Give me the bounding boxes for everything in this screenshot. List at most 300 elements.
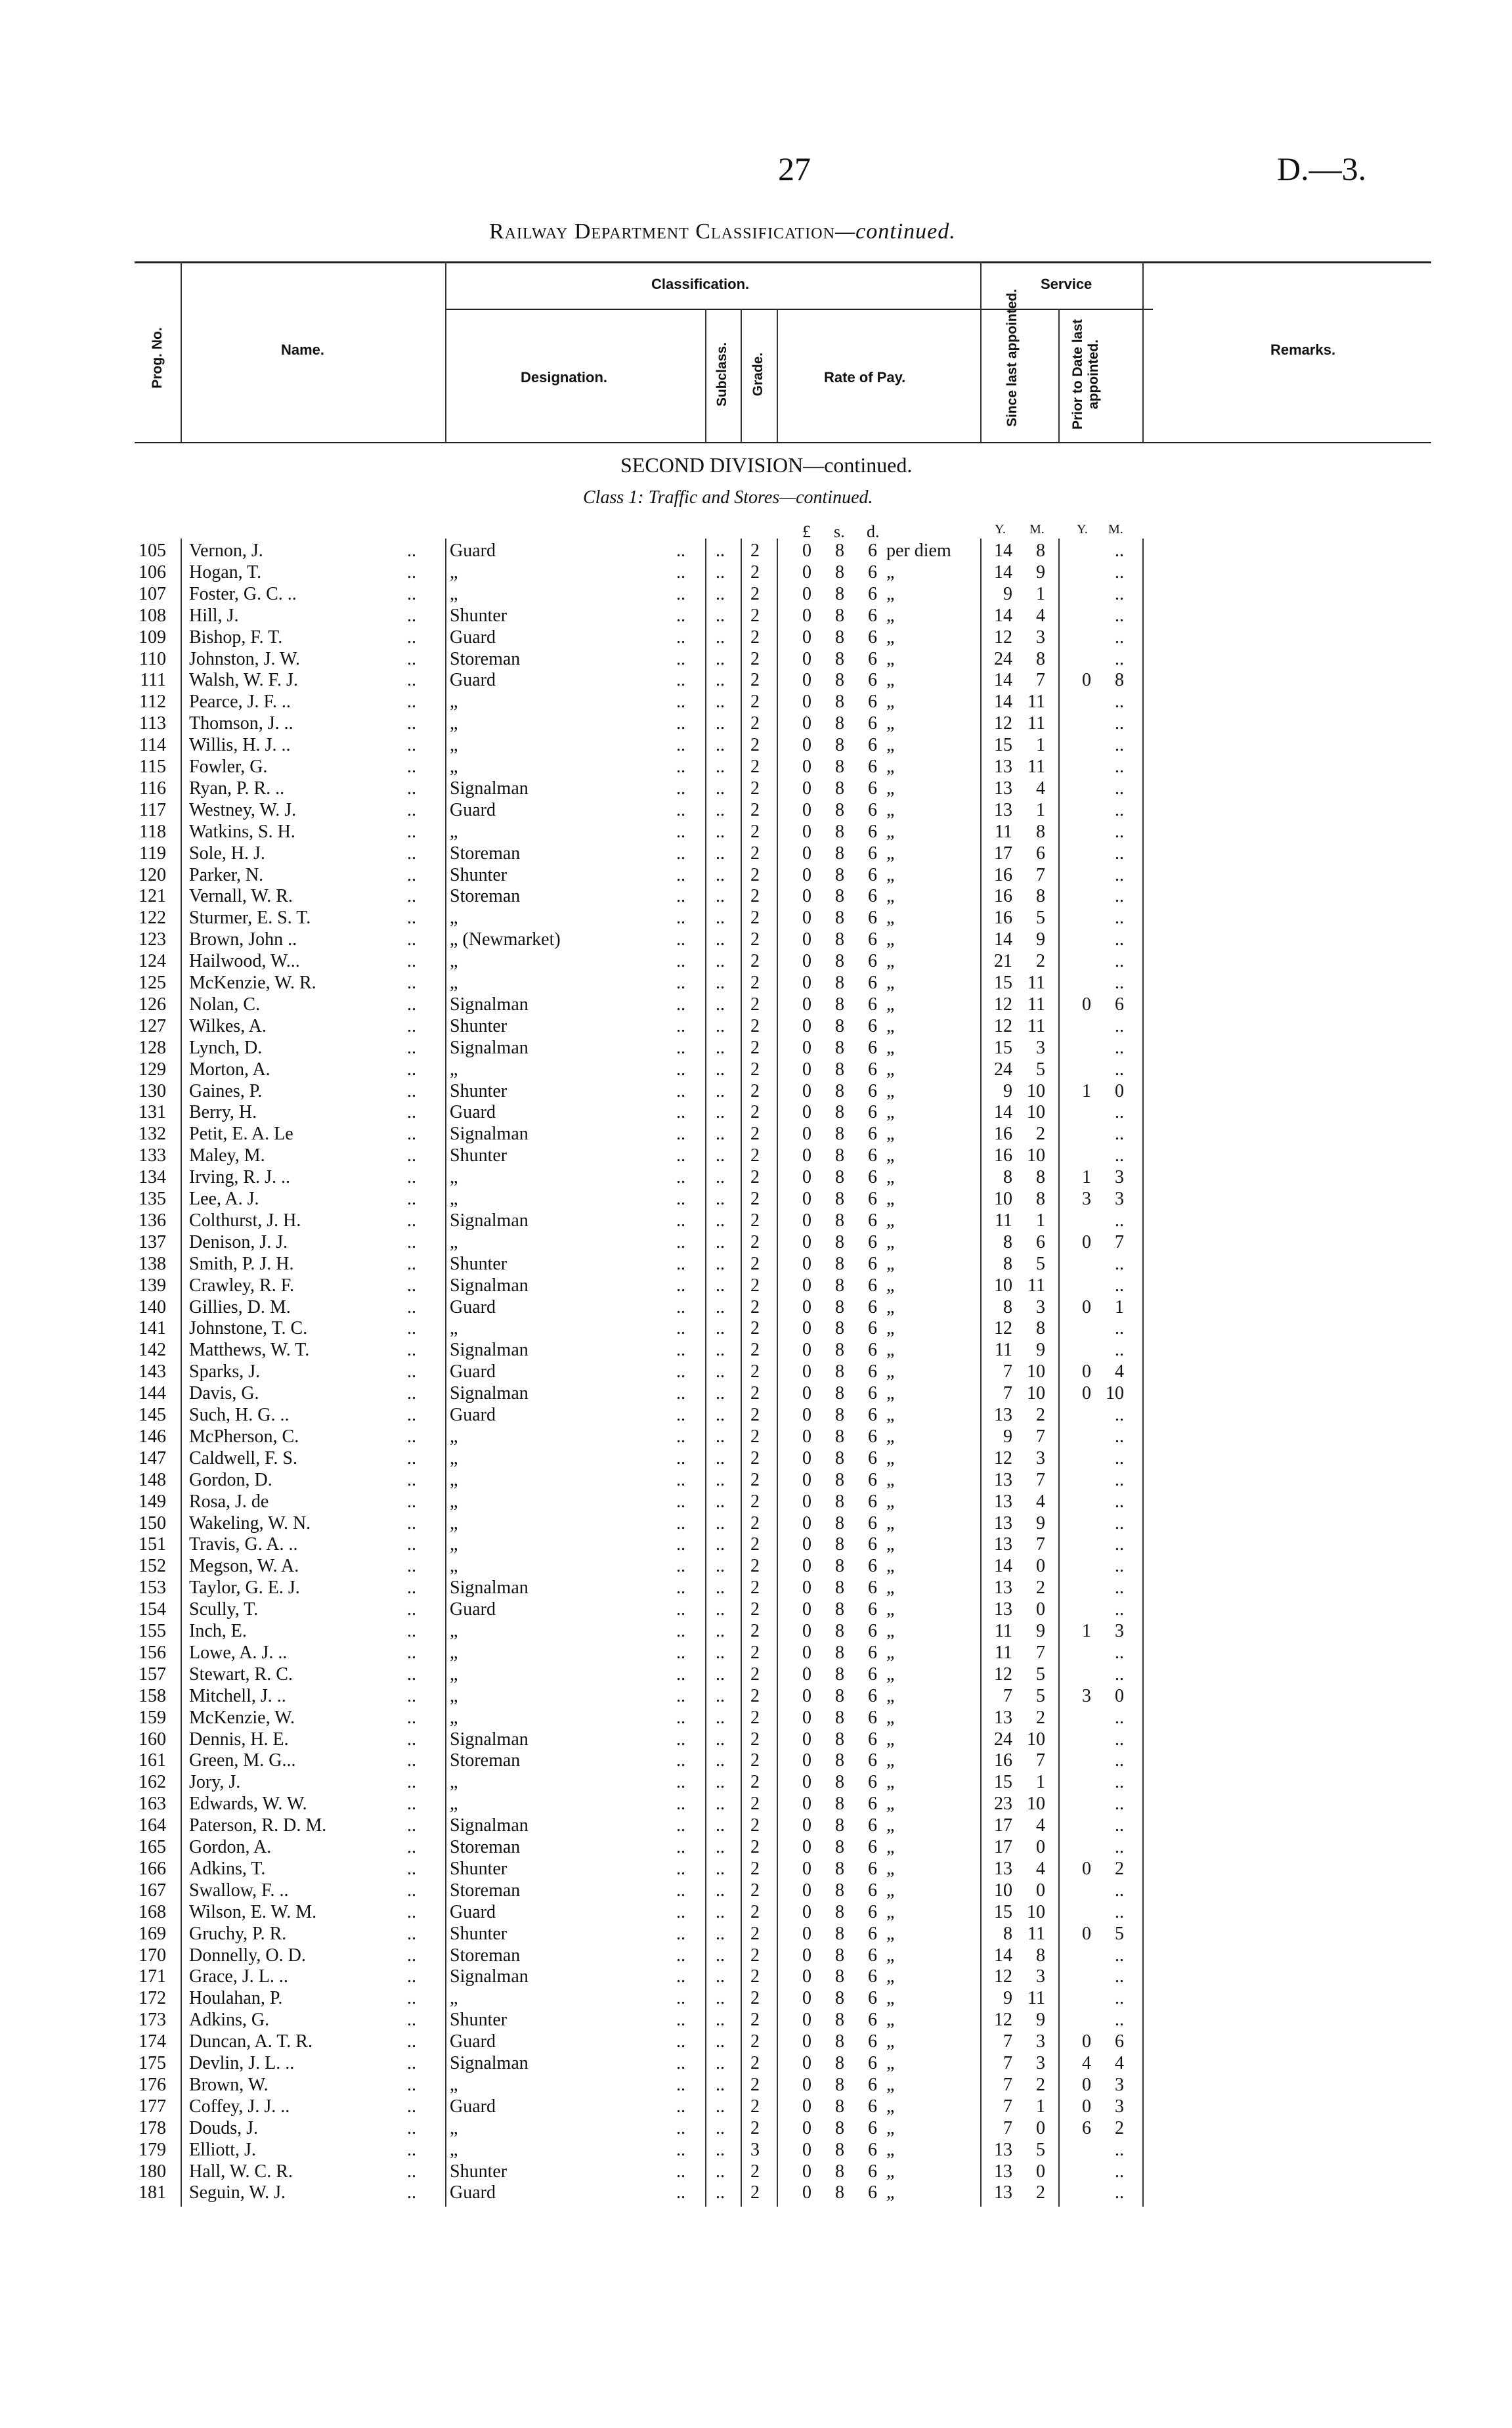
leader-dots: .. [716,821,725,842]
rate-pounds: 0 [802,1664,811,1685]
leader-dots: .. [407,973,416,993]
since-months: 8 [1036,1318,1045,1339]
table-row [0,606,1512,627]
table-row [0,1599,1512,1620]
col-divider [445,261,446,442]
rate-period: „ [886,1189,895,1209]
leader-dots: .. [407,2117,416,2138]
rate-pence: 6 [868,929,877,950]
rate-pounds: 0 [802,1685,811,1706]
rate-period: „ [886,1578,895,1599]
since-years: 14 [994,1556,1012,1577]
table-row [0,670,1512,691]
rate-pounds: 0 [802,1599,811,1620]
leader-dots: .. [716,2182,725,2203]
rate-shillings: 8 [835,1901,844,1922]
prior-months: 0 [1115,1685,1124,1706]
table-row [0,1405,1512,1426]
prior-months: .. [1115,1447,1124,1468]
employee-name: Vernon, J. [189,541,263,561]
header-service: Service [1041,276,1092,292]
prior-months: 4 [1115,1361,1124,1382]
rate-pence: 6 [868,821,877,842]
unit-pound: £ [802,522,811,541]
prog-no: 152 [139,1556,166,1577]
leader-dots: .. [676,1426,685,1447]
rate-pence: 6 [868,1685,877,1706]
since-months: 0 [1036,1837,1045,1857]
since-years: 13 [994,1578,1012,1599]
since-months: 5 [1036,908,1045,929]
rate-period: „ [886,1167,895,1188]
prior-months: 0 [1115,1080,1124,1101]
table-row [0,1664,1512,1685]
employee-name: Hall, W. C. R. [189,2161,293,2182]
leader-dots: .. [676,583,685,604]
since-months: 7 [1036,670,1045,691]
prog-no: 167 [139,1880,166,1901]
prog-no: 173 [139,2010,166,2031]
leader-dots: .. [716,1037,725,1058]
prior-months: .. [1115,951,1124,972]
leader-dots: .. [407,994,416,1015]
employee-name: Lowe, A. J. .. [189,1642,288,1663]
prior-months: .. [1115,1469,1124,1490]
designation: „ [450,1685,458,1706]
since-months: 2 [1036,2182,1045,2203]
grade: 2 [750,605,760,626]
rate-shillings: 8 [835,1599,844,1620]
rate-pence: 6 [868,1988,877,2009]
rate-period: per diem [886,541,951,561]
rate-shillings: 8 [835,1707,844,1728]
prog-no: 177 [139,2096,166,2117]
prog-no: 146 [139,1426,166,1447]
prog-no: 106 [139,562,166,583]
rate-pence: 6 [868,1145,877,1166]
grade: 2 [750,541,760,561]
rate-shillings: 8 [835,1685,844,1706]
prog-no: 131 [139,1102,166,1123]
prior-years: 0 [1082,1383,1091,1404]
rate-period: „ [886,583,895,604]
table-row [0,1167,1512,1188]
rate-shillings: 8 [835,778,844,799]
rate-pounds: 0 [802,1253,811,1274]
employee-name: Sole, H. J. [189,843,265,864]
since-months: 4 [1036,1491,1045,1512]
table-row [0,1491,1512,1512]
rate-period: „ [886,1296,895,1317]
prior-months: .. [1115,929,1124,950]
since-months: 10 [1027,1361,1045,1382]
rate-pence: 6 [868,1231,877,1252]
table-row [0,1966,1512,1987]
employee-name: McPherson, C. [189,1426,299,1447]
designation: „ [450,1491,458,1512]
since-months: 11 [1027,1988,1045,2009]
since-months: 10 [1027,1102,1045,1123]
rate-pounds: 0 [802,1794,811,1815]
employee-name: Sparks, J. [189,1361,261,1382]
since-months: 10 [1027,1901,1045,1922]
rate-pence: 6 [868,1361,877,1382]
leader-dots: .. [676,1340,685,1361]
employee-name: Willis, H. J. .. [189,735,291,756]
rate-shillings: 8 [835,1080,844,1101]
page-title [489,219,956,244]
prior-months: 6 [1115,2031,1124,2052]
grade: 2 [750,1210,760,1231]
leader-dots: .. [407,1945,416,1966]
prior-months: .. [1115,627,1124,648]
employee-name: Irving, R. J. .. [189,1167,290,1188]
prior-years: 1 [1082,1167,1091,1188]
rate-pence: 6 [868,2182,877,2203]
prior-months: .. [1115,1037,1124,1058]
rate-pounds: 0 [802,670,811,691]
since-months: 4 [1036,1815,1045,1836]
prior-months: .. [1115,1729,1124,1750]
leader-dots: .. [716,1642,725,1663]
employee-name: Douds, J. [189,2117,259,2138]
leader-dots: .. [676,1469,685,1490]
table-row [0,800,1512,821]
grade: 2 [750,1231,760,1252]
rate-period: „ [886,1556,895,1577]
leader-dots: .. [676,2031,685,2052]
prior-months: .. [1115,1599,1124,1620]
leader-dots: .. [716,1059,725,1080]
rate-shillings: 8 [835,2182,844,2203]
employee-name: Nolan, C. [189,994,261,1015]
prog-no: 125 [139,973,166,993]
prog-no: 126 [139,994,166,1015]
designation: Shunter [450,1080,508,1101]
grade: 2 [750,2182,760,2203]
since-months: 1 [1036,583,1045,604]
leader-dots: .. [407,1685,416,1706]
table-row [0,2118,1512,2139]
since-months: 11 [1027,692,1045,713]
employee-name: Caldwell, F. S. [189,1447,297,1468]
leader-dots: .. [676,1447,685,1468]
employee-name: Gaines, P. [189,1080,263,1101]
designation: Shunter [450,1858,508,1879]
designation: „ [450,1772,458,1793]
employee-name: Vernall, W. R. [189,886,293,907]
employee-name: Gordon, A. [189,1837,272,1857]
since-years: 11 [995,821,1012,842]
rate-pence: 6 [868,1901,877,1922]
prior-months: .. [1115,1145,1124,1166]
rate-pence: 6 [868,864,877,885]
rate-pounds: 0 [802,627,811,648]
leader-dots: .. [676,1275,685,1296]
leader-dots: .. [716,583,725,604]
rate-shillings: 8 [835,864,844,885]
prior-months: .. [1115,886,1124,907]
rate-shillings: 8 [835,1750,844,1771]
leader-dots: .. [407,929,416,950]
leader-dots: .. [407,1426,416,1447]
leader-dots: .. [716,713,725,734]
table-row [0,778,1512,799]
unit-years-prior: Y. [1077,522,1088,537]
rate-pounds: 0 [802,562,811,583]
col-divider [777,309,778,442]
prog-no: 127 [139,1015,166,1036]
table-row [0,627,1512,648]
rate-period: „ [886,1858,895,1879]
leader-dots: .. [407,670,416,691]
leader-dots: .. [676,1253,685,1274]
rate-pounds: 0 [802,778,811,799]
since-months: 10 [1027,1729,1045,1750]
rate-shillings: 8 [835,1512,844,1534]
rate-period: „ [886,1923,895,1944]
prog-no: 133 [139,1145,166,1166]
designation: Storeman [450,843,521,864]
prog-no: 142 [139,1340,166,1361]
since-years: 12 [994,1966,1012,1987]
rate-period: „ [886,1275,895,1296]
header-classification: Classification. [651,276,750,292]
rate-pounds: 0 [802,1750,811,1771]
since-years: 14 [994,562,1012,583]
since-years: 15 [994,1901,1012,1922]
since-months: 9 [1036,2010,1045,2031]
rate-shillings: 8 [835,1945,844,1966]
prog-no: 159 [139,1707,166,1728]
rate-pence: 6 [868,886,877,907]
leader-dots: .. [716,2010,725,2031]
rate-period: „ [886,692,895,713]
rate-pounds: 0 [802,1037,811,1058]
prog-no: 135 [139,1189,166,1209]
since-months: 7 [1036,1426,1045,1447]
designation: „ [450,1512,458,1534]
since-years: 13 [994,1599,1012,1620]
rate-period: „ [886,627,895,648]
prior-years: 4 [1082,2053,1091,2073]
rate-pence: 6 [868,1772,877,1793]
prog-no: 123 [139,929,166,950]
grade: 2 [750,692,760,713]
designation: Signalman [450,1578,529,1599]
since-months: 5 [1036,2139,1045,2160]
leader-dots: .. [716,951,725,972]
rate-pounds: 0 [802,973,811,993]
table-row [0,1470,1512,1491]
designation: „ [450,821,458,842]
table-row [0,1859,1512,1880]
rate-pounds: 0 [802,2074,811,2095]
rate-period: „ [886,1664,895,1685]
rate-shillings: 8 [835,1556,844,1577]
employee-name: Taylor, G. E. J. [189,1578,300,1599]
grade: 2 [750,1189,760,1209]
leader-dots: .. [407,562,416,583]
rate-pence: 6 [868,2031,877,2052]
grade: 3 [750,2139,760,2160]
since-months: 1 [1036,1210,1045,1231]
prog-no: 136 [139,1210,166,1231]
rate-period: „ [886,2161,895,2182]
rate-pence: 6 [868,1491,877,1512]
since-months: 0 [1036,1599,1045,1620]
leader-dots: .. [716,2139,725,2160]
rate-shillings: 8 [835,583,844,604]
designation: Storeman [450,1750,521,1771]
rate-pounds: 0 [802,951,811,972]
leader-dots: .. [716,1750,725,1771]
prog-no: 171 [139,1966,166,1987]
leader-dots: .. [407,799,416,820]
since-years: 13 [994,778,1012,799]
since-months: 3 [1036,2031,1045,2052]
since-months: 2 [1036,2074,1045,2095]
since-years: 10 [994,1275,1012,1296]
leader-dots: .. [407,735,416,756]
since-months: 0 [1036,1880,1045,1901]
rate-pounds: 0 [802,1772,811,1793]
leader-dots: .. [716,562,725,583]
since-months: 2 [1036,1578,1045,1599]
rate-shillings: 8 [835,799,844,820]
employee-name: Johnston, J. W. [189,648,300,669]
prog-no: 107 [139,583,166,604]
leader-dots: .. [407,1189,416,1209]
since-years: 8 [1003,1253,1012,1274]
leader-dots: .. [716,648,725,669]
rate-period: „ [886,908,895,929]
rate-shillings: 8 [835,1729,844,1750]
designation: Signalman [450,1124,529,1145]
designation: „ [450,1556,458,1577]
table-row [0,2031,1512,2052]
rate-shillings: 8 [835,2161,844,2182]
rate-shillings: 8 [835,692,844,713]
prior-months: .. [1115,605,1124,626]
table-row [0,1945,1512,1966]
rate-pounds: 0 [802,1059,811,1080]
rate-shillings: 8 [835,1167,844,1188]
table-row [0,1102,1512,1123]
prior-months: 3 [1115,1189,1124,1209]
rate-period: „ [886,1880,895,1901]
since-years: 13 [994,1512,1012,1534]
leader-dots: .. [676,1383,685,1404]
grade: 2 [750,2074,760,2095]
leader-dots: .. [676,2117,685,2138]
prior-months: .. [1115,583,1124,604]
rate-pounds: 0 [802,1275,811,1296]
table-row [0,1578,1512,1599]
rate-period: „ [886,648,895,669]
rate-pounds: 0 [802,908,811,929]
leader-dots: .. [407,843,416,864]
rate-pence: 6 [868,1426,877,1447]
rate-period: „ [886,994,895,1015]
prog-no: 160 [139,1729,166,1750]
prior-months: .. [1115,1556,1124,1577]
designation: „ [450,2139,458,2160]
table-row [0,1210,1512,1231]
designation: Storeman [450,1880,521,1901]
prior-months: 7 [1115,1231,1124,1252]
prog-no: 163 [139,1794,166,1815]
rate-pounds: 0 [802,735,811,756]
leader-dots: .. [676,1750,685,1771]
employee-name: Brown, John .. [189,929,297,950]
rate-pence: 6 [868,1037,877,1058]
leader-dots: .. [407,1080,416,1101]
rate-pounds: 0 [802,2096,811,2117]
designation: Shunter [450,1015,508,1036]
leader-dots: .. [716,2074,725,2095]
since-years: 16 [994,908,1012,929]
rate-pence: 6 [868,1966,877,1987]
rate-pence: 6 [868,562,877,583]
grade: 2 [750,2161,760,2182]
prior-years: 0 [1082,1858,1091,1879]
leader-dots: .. [716,627,725,648]
since-years: 14 [994,541,1012,561]
header-grade: Grade. [750,352,766,397]
rate-shillings: 8 [835,1794,844,1815]
grade: 2 [750,1253,760,1274]
rate-shillings: 8 [835,1102,844,1123]
grade: 2 [750,1405,760,1425]
leader-dots: .. [407,1621,416,1641]
leader-dots: .. [407,2031,416,2052]
rate-shillings: 8 [835,1642,844,1663]
leader-dots: .. [676,1015,685,1036]
rate-pounds: 0 [802,1880,811,1901]
employee-name: Scully, T. [189,1599,259,1620]
since-months: 8 [1036,1945,1045,1966]
employee-name: Donnelly, O. D. [189,1945,306,1966]
leader-dots: .. [407,1469,416,1490]
leader-dots: .. [676,713,685,734]
prog-no: 124 [139,951,166,972]
since-years: 7 [1003,2031,1012,2052]
since-years: 8 [1003,1923,1012,1944]
prior-months: 1 [1115,1296,1124,1317]
rate-shillings: 8 [835,1447,844,1468]
rate-pence: 6 [868,1729,877,1750]
leader-dots: .. [676,1707,685,1728]
grade: 2 [750,864,760,885]
prior-months: .. [1115,713,1124,734]
prior-years: 0 [1082,2096,1091,2117]
leader-dots: .. [676,757,685,777]
table-row [0,1297,1512,1318]
employee-name: Smith, P. J. H. [189,1253,294,1274]
since-months: 10 [1027,1383,1045,1404]
table-row [0,584,1512,605]
leader-dots: .. [407,2139,416,2160]
leader-dots: .. [716,1296,725,1317]
rate-pence: 6 [868,1189,877,1209]
leader-dots: .. [716,1015,725,1036]
rate-pounds: 0 [802,1642,811,1663]
prog-no: 119 [139,843,166,864]
designation: Guard [450,1599,496,1620]
employee-name: Ryan, P. R. .. [189,778,285,799]
rate-pounds: 0 [802,1729,811,1750]
